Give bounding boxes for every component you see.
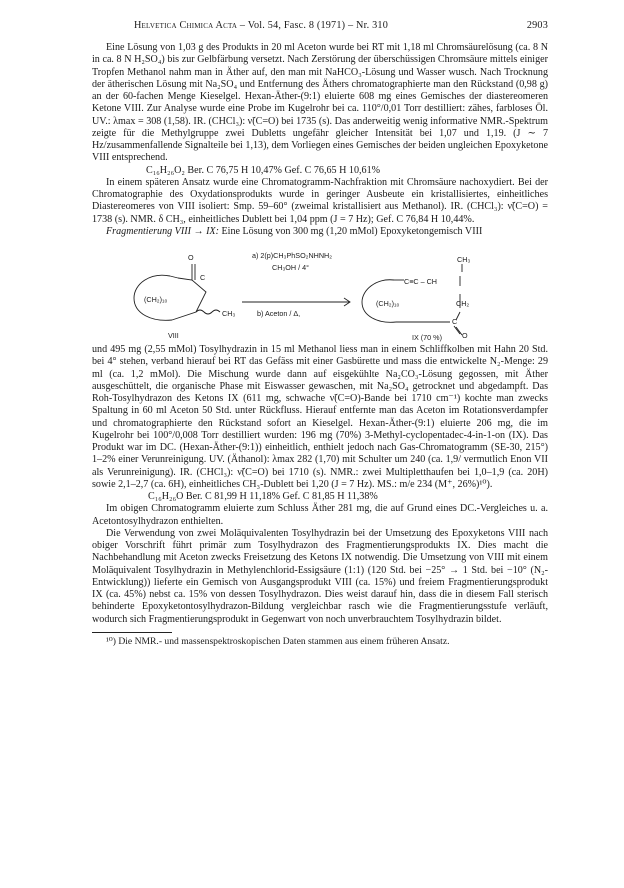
right-carbonyl-o: O: [462, 331, 468, 340]
journal-meta: – Vol. 54, Fasc. 8 (1971) – Nr. 310: [237, 20, 388, 31]
paragraph-discussion: Die Verwendung von zwei Moläquivalenten Tosylhydrazin bei der Umsetzung des Epoxyketons VIII nach obiger Vorschrift führt primär zum Tosylhydrazon des Fragmentierungsprodukts IX. Dies macht die Nachbehandlung mit Aceton zwecks Freisetzung des Ketons IX notwendig. Die Umsetzung von VIII mit einem Moläquivalent Tosylhydrazin in Methylenchlorid-Essigsäure (1:1) (120 Std. bei −25° → 1 Std. bei −10° (N₂-Entwicklung)) lieferte ein Gemisch von Ausgangsprodukt VIII (ca. 15%) und freiem Fragmentierungsprodukt IX (ca. 45%) nebst ca. 15% von dessen Tosylhydrazon. Dies weist darauf hin, dass die in diesem Fall sterisch behinderte Epoxyketontosylhydrazon-Bildung vergleichbar rasch wie die Fragmentierungsstufe verläuft, wodurch sich Fragmentierungsprodukt in Gegenwart von noch unverbrauchtem Tosylhydrazin bildet.: [92, 527, 548, 625]
paragraph-later-batch: In einem späteren Ansatz wurde eine Chromatogramm-Nachfraktion mit Chromsäure nachoxydiert. Bei der Chromatographie des Oxydationsprodukts wurde in geringer Ausbeute ein kristallisiertes, einheitliches Diastereomeres von VIII isoliert: Smp. 59–60° (zweimal kristallisiert aus Methanol). IR. (CHCl₃): ν̃(C=O) = 1738 (s). NMR. δ CH₃, einheitliches Dublett bei 1,04 ppm (J = 7 Hz); Gef. C 76,84 H 10,44%.: [92, 176, 548, 225]
page-number: 2903: [526, 20, 548, 31]
right-alkyne: C≡C – CH: [404, 277, 437, 286]
right-ring-label: (CH₂)₁₀: [376, 299, 400, 308]
journal-title: Helvetica Chimica Acta: [134, 20, 238, 31]
paragraph-fragmentation-intro: Fragmentierung VIII → IX: Eine Lösung von 300 mg (1,20 mMol) Epoxyketongemisch VIII: [106, 225, 483, 237]
footnote-divider: [92, 632, 172, 633]
reagent-a: a) 2(p)CH₃PhSO₂NHNH₂: [252, 251, 332, 260]
left-carbonyl-c: C: [200, 273, 206, 282]
methyl-wavy-bond: [196, 310, 220, 314]
right-ch2: CH₂: [456, 299, 470, 308]
paragraph-procedure: und 495 mg (2,55 mMol) Tosylhydrazin in 15 ml Methanol liess man in einem Schliffkolben mit Hahn 20 Std. bei 4° stehen, verband hierauf bei RT das Gefäss mit einer Gasbürette und mass die entwickelte N₂-Menge: 29 ml (ca. 1,2 mMol). Die Mischung wurde dann auf eisgekühlte Na₂CO₃-Lösung gegossen, mit Äther ausgeschüttelt, die organische Phase mit Eiswasser gewaschen, mit Na₂SO₄ getrocknet und abgedampft. Das Roh-Tosylhydrazon des Ketons IX (611 mg, schwache ν̃(C=O)-Bande bei 1710 cm⁻¹) kochte man zwecks Spaltung in 60 ml Aceton 50 Std. unter Rückfluss. Hierauf entfernte man das Aceton im Rotationsverdampfer und chromatographierte den Rückstand sofort an Kieselgel. Hexan-Äther-(9:1) eluierte 206 mg, die im Kugelrohr bei 100°/0,008 Torr destilliert wurden: 196 mg (70%) 3-Methyl-cyclopentadec-4-in-1-on (IX). Das Produkt war im DC. (Hexan-Äther-(9:1)) einheitlich, enthielt jedoch nach Gas-Chromatogramm (SE-30, 215°) 1–2% einer Verunreinigung. UV. (Äthanol): λmax 282 (1,70) mit Schulter um 240 (ca. 1,9/ vermutlich Enon VII als Verunreinigung). IR. (CHCl₃): ν̃(C=O) bei 1710 (s). NMR.: zwei Multipletthaufen bei 1,0–1,9 (ca. 20H) sowie 2,1–2,7 (ca. 6H), einheitliches CH₃-Dublett bei 1,20 (J = 7 Hz). MS.: m/e 234 (M⁺, 26%)¹⁰).: [92, 344, 548, 490]
compound-label-ix: IX (70 %): [412, 333, 442, 342]
analysis-formula-ix: C₁₆H₂₆O Ber. C 81,99 H 11,18% Gef. C 81,85 H 11,38%: [148, 491, 378, 502]
analysis-formula-viii: C₁₆H₂₆O₂ Ber. C 76,75 H 10,47% Gef. C 76,65 H 10,61%: [146, 164, 381, 176]
compound-label-viii: VIII: [168, 331, 179, 340]
reagent-b: b) Aceton / Δ,: [257, 309, 301, 318]
left-ring-bonds: [172, 278, 206, 320]
reagent-a-conditions: CH₃OH / 4°: [272, 263, 309, 272]
left-carbonyl-o: O: [188, 253, 194, 262]
paragraph-chromatogram: Im obigen Chromatogramm eluierte zum Schluss Äther 281 mg, die auf Grund eines DC.-Vergleiches u. a. Acetontosylhydrazon enthielten.: [92, 503, 548, 527]
article-body: [92, 42, 548, 648]
right-carbonyl-c: C: [452, 317, 458, 326]
running-header: [92, 20, 548, 34]
paragraph-oxidation: Eine Lösung von 1,03 g des Produkts in 20 ml Aceton wurde bei RT mit 1,18 ml Chromsäurelösung (ca. 8 N in ca. 8 N H₂SO₄) bis zur Gelbfärbung versetzt. Nach Zerstörung der überschüssigen Chromsäure mittels einiger Tropfen Methanol nahm man in Äther auf, den man mit NaHCO₃-Lösung und Wasser wusch. Nach Trocknung der ätherischen Lösung mit Na₂SO₄ und Entfernung des Äthers chromatographierte man den Rückstand (0,98 g) an der 60-fachen Menge Kieselgel. Hexan-Äther-(9:1) eluierte 608 mg eines Gemisches der diastereomeren Ketone VIII. Zur Analyse wurde eine Probe im Kugelrohr bei ca. 110°/0,01 Torr destilliert: zähes, farbloses Öl. UV.: λmax = 308 (1,58). IR. (CHCl₃): ν̃(C=O) bei 1735 (s). Das anderweitig wenig informative NMR.-Spektrum zeigte für die Methylgruppe zwei Dubletts ungefähr gleicher Intensität bei 1,07 und 1,19. (J ∼ 7 Hz/zusammenfallende Signalteile bei 1,13), dem Vorliegen eines Gemisches der beiden ungleichen Epoxyketone VIII entsprechend.: [92, 42, 548, 164]
reaction-scheme: [92, 242, 548, 342]
left-ring-label: (CH₂)₁₀: [144, 295, 168, 304]
section-heading: Fragmentierung VIII → IX:: [106, 225, 219, 237]
right-methyl: CH₃: [457, 255, 471, 264]
footnote: ¹⁰) Die NMR.- und massenspektroskopischen Daten stammen aus einem früheren Ansatz.: [106, 635, 450, 647]
left-methyl: CH₃: [222, 309, 236, 318]
